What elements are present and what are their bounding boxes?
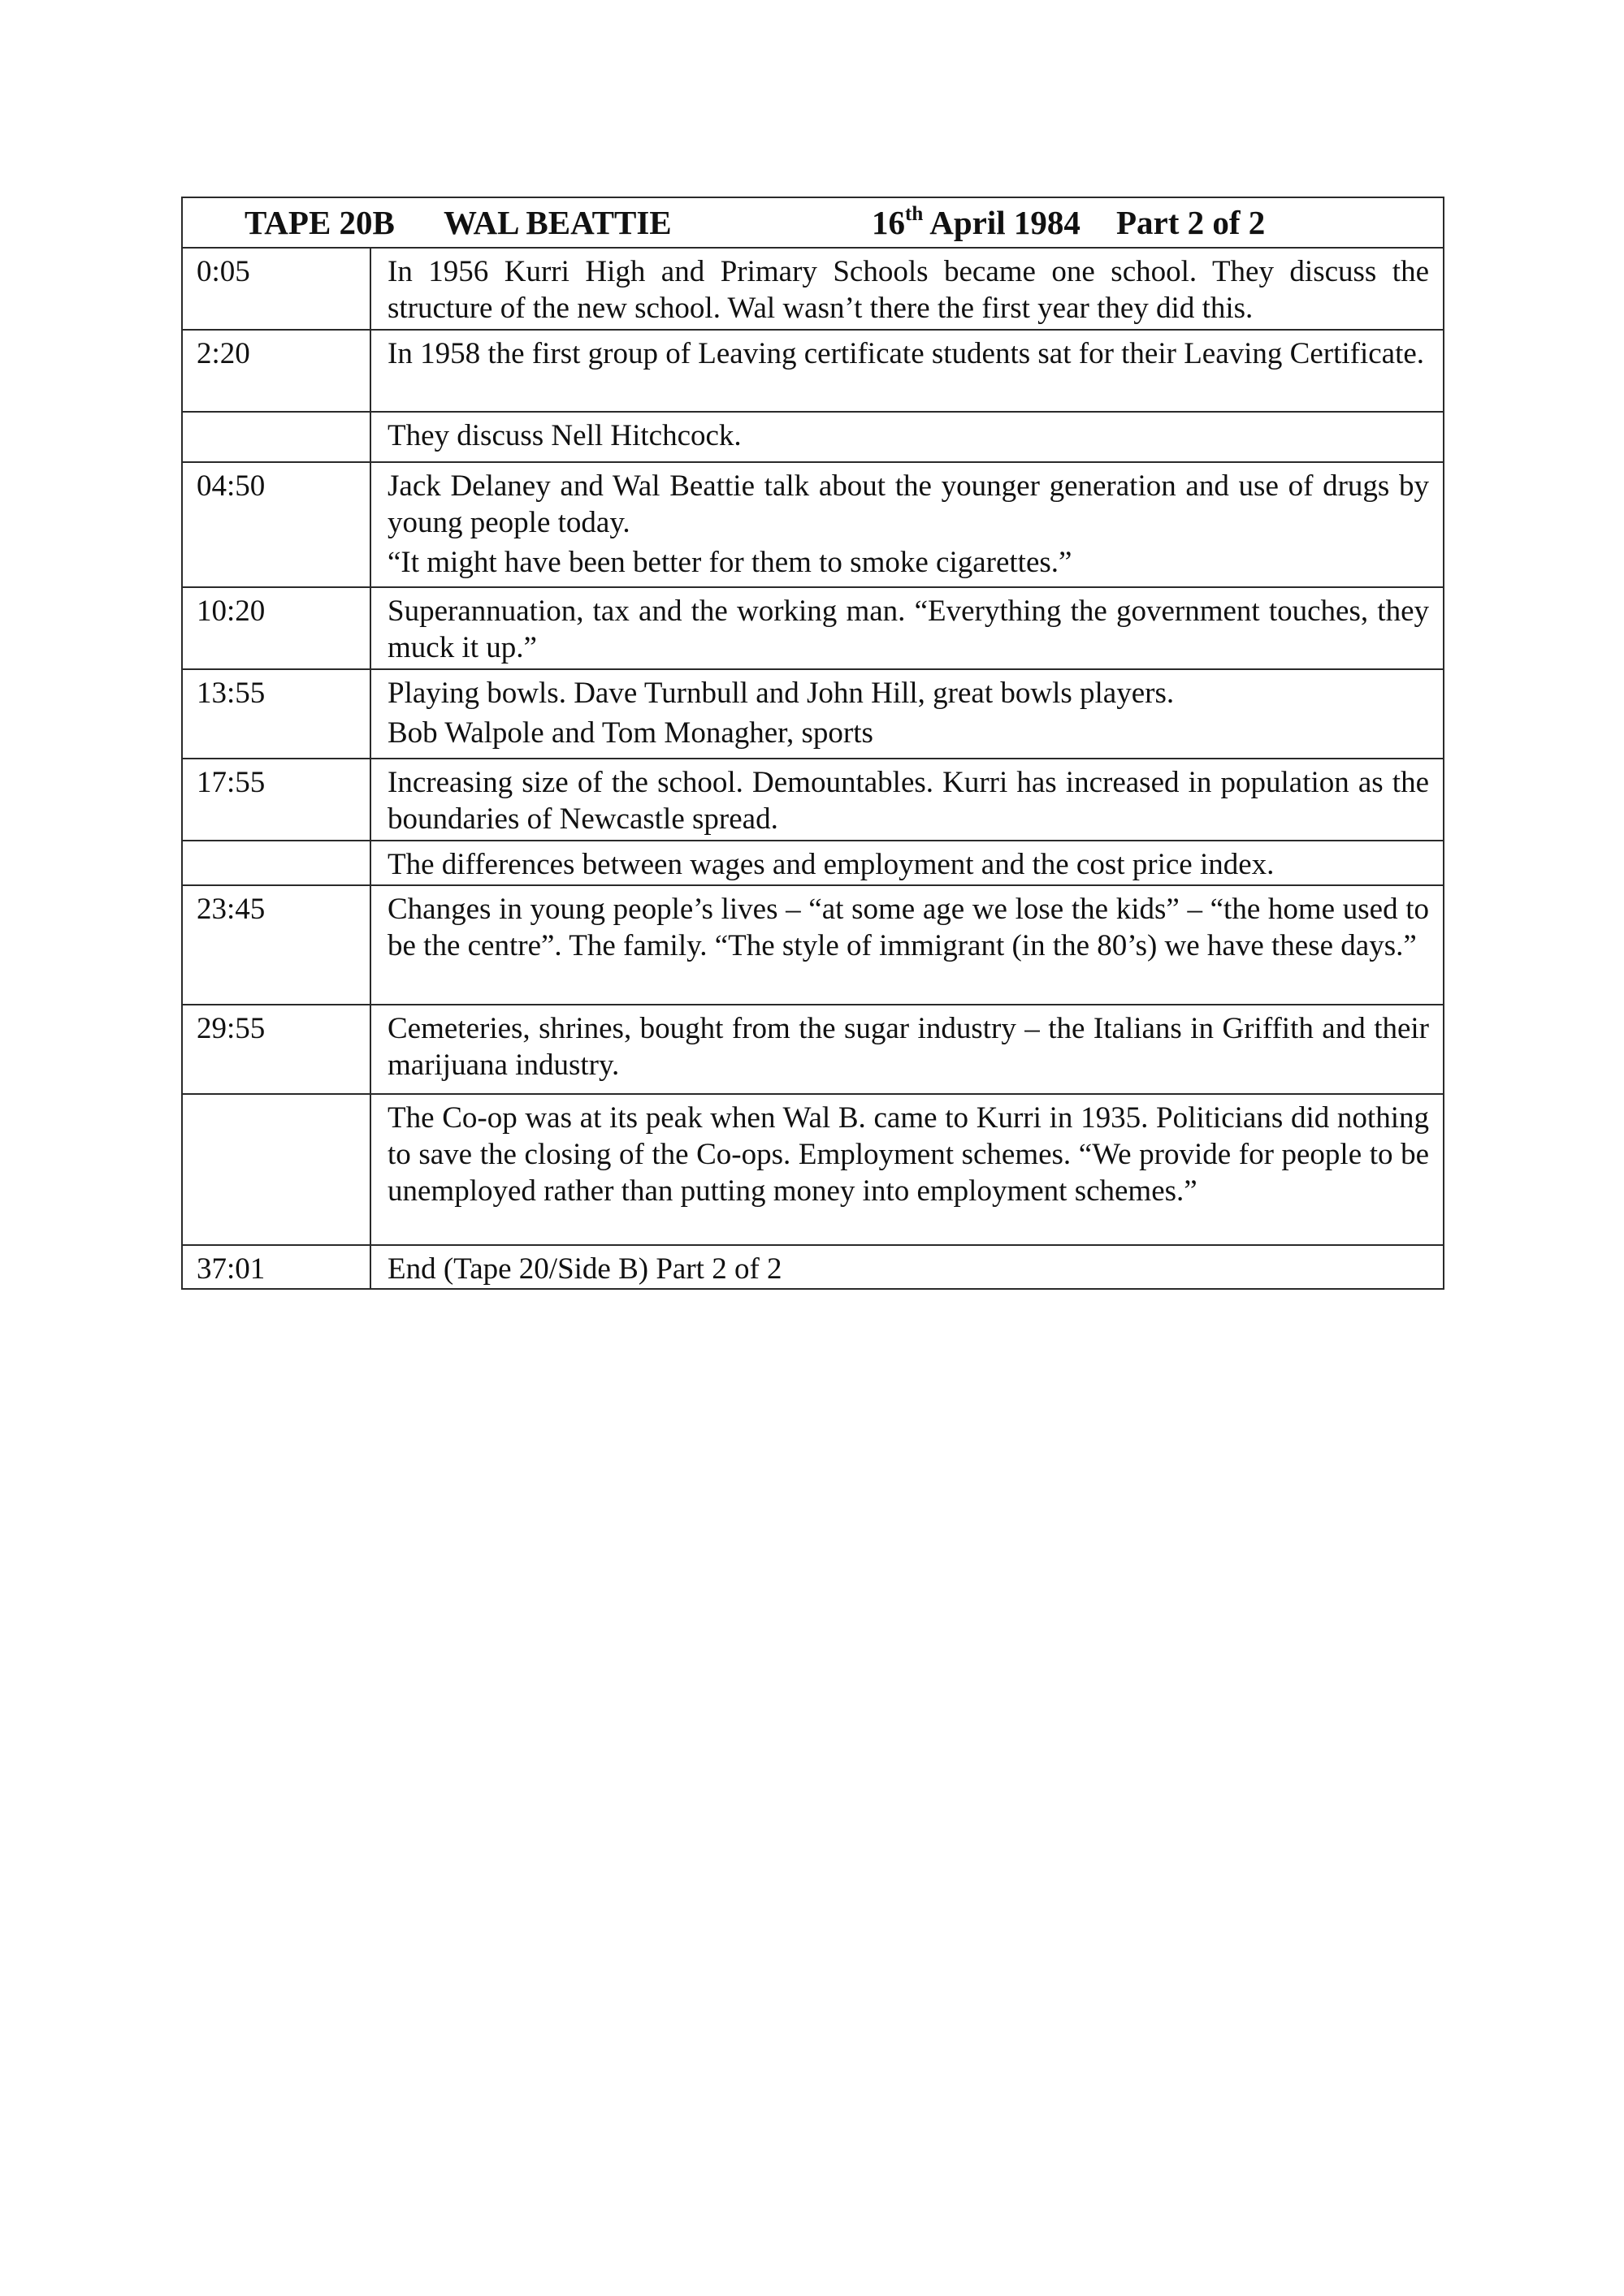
timestamp: 2:20 xyxy=(182,330,370,412)
description-paragraph: They discuss Nell Hitchcock. xyxy=(388,419,742,452)
date-month-year: April 1984 xyxy=(923,204,1081,241)
tape-log-table xyxy=(181,197,1444,1290)
date-day: 16 xyxy=(872,204,905,241)
description xyxy=(370,412,1444,462)
description xyxy=(370,885,1444,1005)
description-paragraph: Cemeteries, shrines, bought from the sugar industry – the Italians in Griffith and their marijuana industry. xyxy=(388,1012,1429,1082)
table-row xyxy=(182,412,1444,462)
date-suffix: th xyxy=(905,203,924,226)
description-paragraph: Changes in young people’s lives – “at some age we lose the kids” – “the home used to be the centre”. The family. “The style of immigrant (in the 80’s) we have these days.” xyxy=(388,893,1429,962)
description-paragraph: Superannuation, tax and the working man. “Everything the government touches, they muck it up.” xyxy=(388,595,1429,664)
timestamp: 37:01 xyxy=(182,1245,370,1289)
description-paragraph: Jack Delaney and Wal Beattie talk about the younger generation and use of drugs by young people today. xyxy=(388,469,1429,539)
timestamp: 23:45 xyxy=(182,885,370,1005)
description xyxy=(370,759,1444,841)
description-paragraph: Playing bowls. Dave Turnbull and John Hill, great bowls players. xyxy=(388,677,1175,710)
description-paragraph: The Co-op was at its peak when Wal B. came to Kurri in 1935. Politicians did nothing to save the closing of the Co-ops. Employment schemes. “We provide for people to be unemployed rather than putting money into employment schemes.” xyxy=(388,1101,1429,1208)
tape-number: TAPE 20B xyxy=(245,204,395,241)
description xyxy=(370,1094,1444,1245)
table-row xyxy=(182,1245,1444,1289)
description-paragraph: “It might have been better for them to smoke cigarettes.” xyxy=(388,546,1072,579)
table-row xyxy=(182,669,1444,759)
timestamp: 29:55 xyxy=(182,1005,370,1094)
timestamp: 17:55 xyxy=(182,759,370,841)
description-paragraph: The differences between wages and employment and the cost price index. xyxy=(388,848,1275,881)
table-row xyxy=(182,330,1444,412)
interviewee-name: WAL BEATTIE xyxy=(444,204,672,241)
timestamp xyxy=(182,841,370,885)
timestamp xyxy=(182,412,370,462)
timestamp: 04:50 xyxy=(182,462,370,587)
timestamp: 10:20 xyxy=(182,587,370,669)
description xyxy=(370,1005,1444,1094)
description xyxy=(370,330,1444,412)
table-row xyxy=(182,759,1444,841)
description xyxy=(370,669,1444,759)
table-row xyxy=(182,462,1444,587)
description xyxy=(370,462,1444,587)
table-row xyxy=(182,248,1444,330)
part-label: Part 2 of 2 xyxy=(1116,204,1266,241)
table-row xyxy=(182,1094,1444,1245)
description xyxy=(370,1245,1444,1289)
description xyxy=(370,841,1444,885)
description xyxy=(370,248,1444,330)
timestamp xyxy=(182,1094,370,1245)
table-row xyxy=(182,841,1444,885)
description xyxy=(370,587,1444,669)
description-paragraph: Increasing size of the school. Demountables. Kurri has increased in population as the boundaries of Newcastle spread. xyxy=(388,766,1429,836)
interview-date xyxy=(872,198,1081,247)
table-header xyxy=(182,197,1444,248)
table-row xyxy=(182,587,1444,669)
timestamp: 0:05 xyxy=(182,248,370,330)
timestamp: 13:55 xyxy=(182,669,370,759)
table-header-row xyxy=(182,197,1444,248)
description-paragraph: End (Tape 20/Side B) Part 2 of 2 xyxy=(388,1252,782,1286)
description-paragraph: In 1958 the first group of Leaving certificate students sat for their Leaving Certificate. xyxy=(388,337,1425,370)
description-paragraph: Bob Walpole and Tom Monagher, sports xyxy=(388,716,873,750)
description-paragraph: In 1956 Kurri High and Primary Schools became one school. They discuss the structure of the new school. Wal wasn’t there the first year they did this. xyxy=(388,255,1429,325)
table-row xyxy=(182,885,1444,1005)
table-row xyxy=(182,1005,1444,1094)
